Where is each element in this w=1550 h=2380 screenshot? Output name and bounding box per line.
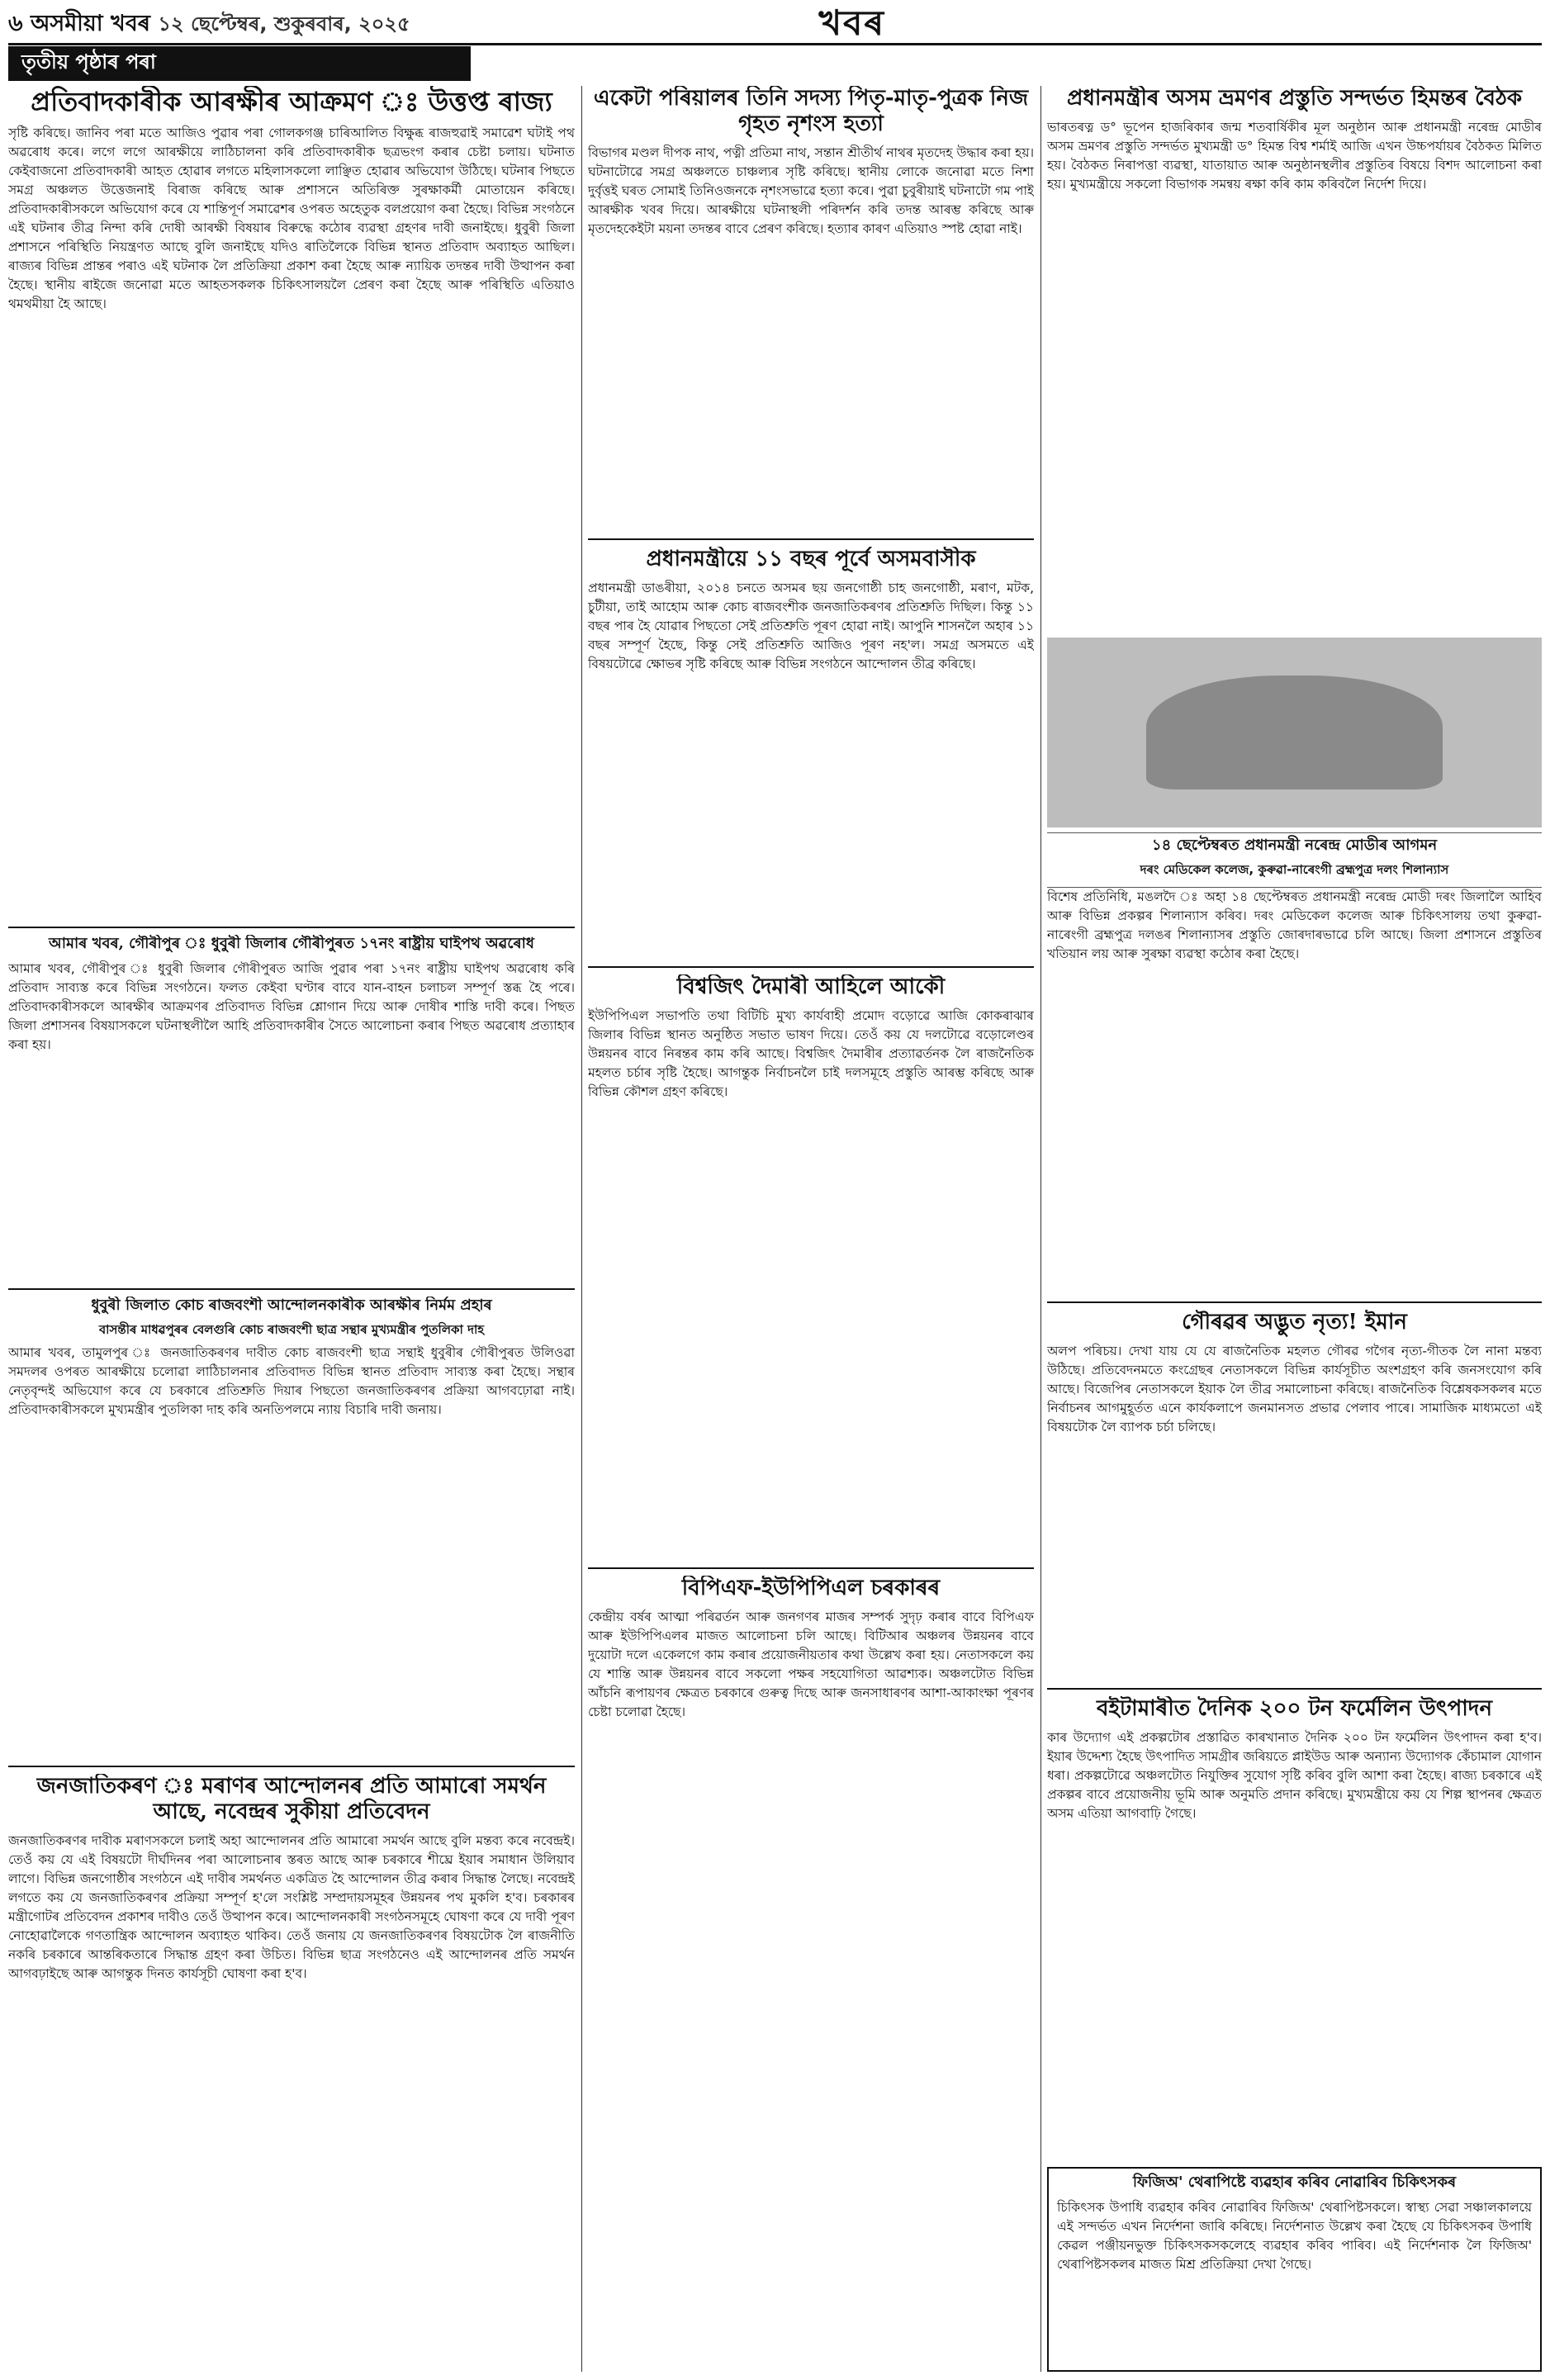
headline: বইটামাৰীত দৈনিক ২০০ টন ফৰ্মেলিন উৎপাদন [1097, 1696, 1492, 1721]
article-body: আমাৰ খবৰ, গৌৰীপুৰ ঃ ধুবুৰী জিলাৰ গৌৰীপুৰত আজি পুৱাৰ পৰা ১৭নং ৰাষ্ট্ৰীয় ঘাইপথ অৱৰোধ কৰি প্ৰতিবাদ সাব্যস্ত কৰে বিভিন্ন সংগঠনে। ফলত কেইবা ঘণ্টাৰ বাবে যান-বাহন চলাচল সম্পূৰ্ণ স্তব্ধ হৈ পৰে। প্ৰতিবাদকাৰীসকলে আৰক্ষীৰ আক্ৰমণৰ প্ৰতিবাদত বিভিন্ন শ্লোগান দিয়ে আৰু দোষীৰ শাস্তি দাবী কৰে। পিছত জিলা প্ৰশাসনৰ বিষয়াসকলে ঘটনাস্থলীলৈ আহি প্ৰতিবাদকাৰীৰ সৈতে আলোচনা কৰাৰ পিছত অৱৰোধ প্ৰত্যাহাৰ কৰা হয়। [8, 960, 575, 1052]
article-daimary [588, 974, 1034, 1561]
subheadline: বাসন্তীৰ মাধৱপুৰৰ বেলগুৰি কোচ ৰাজবংশী ছাত্ৰ সন্থাৰ মুখ্যমন্ত্ৰীৰ পুতলিকা দাহ [98, 1321, 485, 1337]
headline: ফিজিঅ' থেৰাপিষ্টে ব্যৱহাৰ কৰিব নোৱাৰিব চিকিৎসকৰ [1132, 2174, 1457, 2191]
headline: আমাৰ খবৰ, গৌৰীপুৰ ঃ ধুবুৰী জিলাৰ গৌৰীপুৰত ১৭নং ৰাষ্ট্ৰীয় ঘাইপথ অৱৰোধ [49, 935, 534, 952]
headline: ধুবুৰী জিলাত কোচ ৰাজবংশী আন্দোলনকাৰীক আৰক্ষীৰ নিৰ্মম প্ৰহাৰ [91, 1297, 492, 1314]
page-title: খবৰ [818, 2, 886, 43]
divider [8, 1766, 575, 1767]
section-label: তৃতীয় পৃষ্ঠাৰ পৰা [8, 46, 471, 81]
article-police-attack [8, 86, 575, 920]
article-body: ইউপিপিএল সভাপতি তথা বিটিচি মুখ্য কাৰ্যবাহী প্ৰমোদ বড়োৱে আজি কোকৰাঝাৰ জিলাৰ বিভিন্ন স্থানত অনুষ্ঠিত সভাত ভাষণ দিয়ে। তেওঁ কয় যে দলটোৱে বড়োলেণ্ডৰ উন্নয়নৰ বাবে নিৰন্তৰ কাম কৰি আছে। বিশ্বজিৎ দৈমাৰীৰ প্ৰত্যাৱৰ্তনক লৈ ৰাজনৈতিক মহলত চৰ্চাৰ সৃষ্টি হৈছে। আগন্তুক নিৰ্বাচনলৈ চাই দলসমূহে প্ৰস্তুতি আৰম্ভ কৰিছে আৰু বিভিন্ন কৌশল গ্ৰহণ কৰিছে। [588, 1008, 1034, 1100]
divider [8, 927, 575, 928]
article-bpf-uppl [588, 1576, 1034, 2372]
issue-date: ১২ ছেপ্টেম্বৰ, শুকুৰবাৰ, ২০২৫ [158, 12, 410, 36]
headline: বিশ্বজিৎ দৈমাৰী আহিলে আকৌ [676, 974, 946, 999]
column-1 [8, 86, 575, 2372]
article-gaurav-dance [1047, 1310, 1542, 1681]
article-body: কেন্দ্ৰীয় বৰ্ষৰ আত্মা পৰিৱৰ্তন আৰু জনগণৰ মাজৰ সম্পৰ্ক সুদৃঢ় কৰাৰ বাবে বিপিএফ আৰু ইউপিপিএলৰ মাজত আলোচনা চলি আছে। বিটিআৰ অঞ্চলৰ উন্নয়নৰ বাবে দুয়োটা দলে একেলগে কাম কৰাৰ প্ৰয়োজনীয়তাৰ কথা উল্লেখ কৰা হয়। নেতাসকলে কয় যে শান্তি আৰু উন্নয়নৰ বাবে সকলো পক্ষৰ সহযোগিতা আৱশ্যক। অঞ্চলটোত বিভিন্ন আঁচনি ৰূপায়ণৰ ক্ষেত্ৰত চৰকাৰে গুৰুত্ব দিছে আৰু জনসাধাৰণৰ আশা-আকাংক্ষা পূৰণৰ চেষ্টা চলোৱা হৈছে। [588, 1610, 1034, 1720]
article-body: চিকিৎসক উপাধি ব্যৱহাৰ কৰিব নোৱাৰিব ফিজিঅ' থেৰাপিষ্টসকলে। স্বাস্থ্য সেৱা সঞ্চালকালয়ে এই সন্দৰ্ভত এখন নিৰ্দেশনা জাৰি কৰিছে। নিৰ্দেশনাত উল্লেখ কৰা হৈছে যে চিকিৎসকৰ উপাধি কেৱল পঞ্জীয়নভুক্ত চিকিৎসকসকলেহে ব্যৱহাৰ কৰিব পাৰিব। এই নিৰ্দেশনাক লৈ ফিজিঅ' থেৰাপিষ্টসকলৰ মাজত মিশ্ৰ প্ৰতিক্ৰিয়া দেখা গৈছে। [1057, 2199, 1532, 2272]
article-body: অলপ পৰিচয়। দেখা যায় যে যে ৰাজনৈতিক মহলত গৌৰৱ গগৈৰ নৃত্য-গীতক লৈ নানা মন্তব্য উঠিছে। প্ৰতিবেদনমতে কংগ্ৰেছৰ নেতাসকলে বিভিন্ন কাৰ্যসূচীত অংশগ্ৰহণ কৰি জনসংযোগ কৰি আছে। বিজেপিৰ নেতাসকলে ইয়াক লৈ তীব্ৰ সমালোচনা কৰিছে। ৰাজনৈতিক বিশ্লেষকসকলৰ মতে নিৰ্বাচনৰ আগমুহূৰ্তত এনে কাৰ্যকলাপে জনমানসত প্ৰভাৱ পেলাব পাৰে। সামাজিক মাধ্যমতো এই বিষয়টোক লৈ ব্যাপক চৰ্চা চলিছে। [1047, 1344, 1542, 1435]
news-photo [1047, 638, 1542, 827]
divider [1047, 1301, 1542, 1303]
article-body: কাৰ উদ্যোগ এই প্ৰকল্পটোৰ প্ৰস্তাৱিত কাৰখানাত দৈনিক ২০০ টন ফৰ্মেলিন উৎপাদন কৰা হ'ব। ইয়াৰ উদ্দেশ্য হৈছে উৎপাদিত সামগ্ৰীৰ জৰিয়তে প্লাইউড আৰু অন্যান্য উদ্যোগক কেঁচামাল যোগান ধৰা। প্ৰকল্পটোৱে অঞ্চলটোত নিযুক্তিৰ সুযোগ সৃষ্টি কৰিব বুলি আশা কৰা হৈছে। ৰাজ্য চৰকাৰে এই প্ৰকল্পৰ বাবে প্ৰয়োজনীয় ভূমি আৰু অনুমতি প্ৰদান কৰিছে। মুখ্যমন্ত্ৰীয়ে কয় যে শিল্প স্থাপনৰ ক্ষেত্ৰত অসম এতিয়া আগবাঢ়ি গৈছে। [1047, 1730, 1542, 1822]
article-pm-visit-meeting [1047, 86, 1542, 631]
masthead-left [8, 7, 410, 44]
headline: একেটা পৰিয়ালৰ তিনি সদস্য পিতৃ-মাতৃ-পুত্ৰক নিজ গৃহত নৃশংস হত্যা [593, 86, 1029, 137]
divider [588, 538, 1034, 540]
article-body: আমাৰ খবৰ, তামুলপুৰ ঃ জনজাতিকৰণৰ দাবীত কোচ ৰাজবংশী ছাত্ৰ সন্থাই ধুবুৰীৰ গৌৰীপুৰত উলিওৱা সমদলৰ ওপৰত আৰক্ষীয়ে চলোৱা লাঠিচালনাৰ প্ৰতিবাদত বিভিন্ন স্থানত প্ৰতিবাদ সাব্যস্ত কৰা হৈছে। সন্থাৰ নেতৃবৃন্দই অভিযোগ কৰে যে চৰকাৰে প্ৰতিশ্ৰুতি দিয়াৰ পিছতো জনজাতিকৰণৰ প্ৰক্ৰিয়া আগবঢ়োৱা নাই। প্ৰতিবাদকাৰীসকলে মুখ্যমন্ত্ৰীৰ পুতলিকা দাহ কৰি অনতিপলমে ন্যায় বিচাৰি দাবী জনায়। [8, 1344, 575, 1417]
article-moran-support [8, 1774, 575, 2372]
paper-name: অসমীয়া খবৰ [30, 10, 151, 36]
article-family-murder [588, 86, 1034, 532]
headline: ১৪ ছেপ্টেম্বৰত প্ৰধানমন্ত্ৰী নৰেন্দ্ৰ মোডীৰ আগমন [1151, 837, 1438, 854]
article-koch-rajbongshi [8, 1297, 575, 1759]
page-number: ৬ [8, 10, 23, 36]
photo-figure [1146, 676, 1443, 789]
article-gauripur [8, 935, 575, 1282]
article-body: ভাৰতৰত্ন ড° ভূপেন হাজৰিকাৰ জন্ম শতবাৰ্ষিকীৰ মূল অনুষ্ঠান আৰু প্ৰধানমন্ত্ৰী নৰেন্দ্ৰ মোডীৰ অসম ভ্ৰমণৰ প্ৰস্তুতি সন্দৰ্ভত মুখ্যমন্ত্ৰী ড° হিমন্ত বিশ্ব শৰ্মাই আজি এখন উচ্চপৰ্যায়ৰ বৈঠকত মিলিত হয়। বৈঠকত নিৰাপত্তা ব্যৱস্থা, যাতায়াত আৰু অনুষ্ঠানস্থলীৰ প্ৰস্তুতিৰ বিষয়ে বিশদ আলোচনা কৰা হয়। মুখ্যমন্ত্ৰীয়ে সকলো বিভাগক সমন্বয় ৰক্ষা কৰি কাম কৰিবলৈ নিৰ্দেশ দিয়ে। [1047, 120, 1542, 192]
divider [588, 966, 1034, 968]
column-2 [588, 86, 1034, 2372]
divider [1047, 1688, 1542, 1690]
article-body: জনজাতিকৰণৰ দাবীক মৰাণসকলে চলাই অহা আন্দোলনৰ প্ৰতি আমাৰো সমৰ্থন আছে বুলি মন্তব্য কৰে নবেন্দ্ৰই। তেওঁ কয় যে এই বিষয়টো দীৰ্ঘদিনৰ পৰা আলোচনাৰ স্তৰত আছে আৰু চৰকাৰে শীঘ্ৰে ইয়াৰ সমাধান উলিয়াব লাগে। বিভিন্ন জনগোষ্ঠীৰ সংগঠনে এই দাবীৰ সমৰ্থনত একত্ৰিত হৈ আন্দোলন তীব্ৰ কৰাৰ সিদ্ধান্ত লৈছে। নবেন্দ্ৰই লগতে কয় যে জনজাতিকৰণৰ প্ৰক্ৰিয়া সম্পূৰ্ণ হ'লে সংশ্লিষ্ট সম্প্ৰদায়সমূহৰ উন্নয়নৰ পথ মুকলি হ'ব। চৰকাৰৰ মন্ত্ৰীগোটৰ প্ৰতিবেদন প্ৰকাশৰ দাবীও তেওঁ উত্থাপন কৰে। আন্দোলনকাৰী সংগঠনসমূহে ঘোষণা কৰে যে দাবী পূৰণ নোহোৱালৈকে গণতান্ত্ৰিক আন্দোলন অব্যাহত থাকিব। তেওঁ জনায় যে জনজাতিকৰণৰ বিষয়টোক লৈ ৰাজনীতি নকৰি চৰকাৰে আন্তৰিকতাৰে সিদ্ধান্ত গ্ৰহণ কৰা উচিত। বিভিন্ন ছাত্ৰ সংগঠনেও এই আন্দোলনৰ প্ৰতি সমৰ্থন আগবঢ়াইছে আৰু আগন্তুক দিনত কাৰ্যসূচী ঘোষণা কৰা হ'ব। [8, 1833, 575, 1982]
article-pm-darrang [1047, 832, 1542, 1295]
column-3 [1047, 86, 1542, 2372]
article-body: প্ৰধানমন্ত্ৰী ডাঙৰীয়া, ২০১৪ চনতে অসমৰ ছয় জনগোষ্ঠী চাহ জনগোষ্ঠী, মৰাণ, মটক, চুটীয়া, তাই আহোম আৰু কোচ ৰাজবংশীক জনজাতিকৰণৰ প্ৰতিশ্ৰুতি দিছিল। কিন্তু ১১ বছৰ পাৰ হৈ যোৱাৰ পিছতো সেই প্ৰতিশ্ৰুতি পূৰণ হোৱা নাই। আপুনি শাসনলৈ অহাৰ ১১ বছৰ সম্পূৰ্ণ হৈছে, কিন্তু সেই প্ৰতিশ্ৰুতি আজিও পূৰণ নহ'ল। সমগ্ৰ অসমতে এই বিষয়টোৱে ক্ষোভৰ সৃষ্টি কৰিছে আৰু বিভিন্ন সংগঠনে আন্দোলন তীব্ৰ কৰিছে। [588, 581, 1034, 672]
headline: প্ৰধানমন্ত্ৰীয়ে ১১ বছৰ পূৰ্বে অসমবাসীক [646, 547, 976, 571]
divider [588, 1567, 1034, 1569]
article-body: সৃষ্টি কৰিছে। জানিব পৰা মতে আজিও পুৱাৰ পৰা গোলকগঞ্জ চাৰিআলিত বিক্ষুব্ধ ৰাজহুৱাই সমাৱেশ ঘটাই পথ অৱৰোধ কৰে। লগে লগে আৰক্ষীয়ে লাঠিচালনা কৰি প্ৰতিবাদকাৰীক ছত্ৰভংগ কৰাৰ চেষ্টা চলায়। ঘটনাত কেইবাজনো প্ৰতিবাদকাৰী আহত হোৱাৰ লগতে মহিলাসকলো লাঞ্ছিত হোৱাৰ অভিযোগ উঠিছে। ঘটনাৰ পিছতে সমগ্ৰ অঞ্চলত উত্তেজনাই বিৰাজ কৰিছে আৰু প্ৰশাসনে অতিৰিক্ত সুৰক্ষাকৰ্মী মোতায়েন কৰিছে। প্ৰতিবাদকাৰীসকলে অভিযোগ কৰে যে শান্তিপূৰ্ণ সমাৱেশৰ ওপৰত অহেতুক বলপ্ৰয়োগ কৰা হৈছে। বিভিন্ন সংগঠনে এই ঘটনাৰ তীব্ৰ নিন্দা কৰি দোষী আৰক্ষী বিষয়াৰ বিৰুদ্ধে কঠোৰ ব্যৱস্থা গ্ৰহণৰ দাবী জনাইছে। ধুবুৰী জিলা প্ৰশাসনে পৰিস্থিতি নিয়ন্ত্ৰণত আছে বুলি জনাইছে যদিও ৰাতিলৈকে বিভিন্ন স্থানত প্ৰতিবাদ অব্যাহত আছিল। ৰাজ্যৰ বিভিন্ন প্ৰান্তৰ পৰাও এই ঘটনাক লৈ প্ৰতিক্ৰিয়া প্ৰকাশ কৰা হৈছে আৰু ন্যায়িক তদন্তৰ দাবী উত্থাপন কৰা হৈছে। স্থানীয় ৰাইজে জনোৱা মতে আহতসকলক চিকিৎসালয়লৈ প্ৰেৰণ কৰা হৈছে আৰু পৰিস্থিতি এতিয়াও থমথমীয়া হৈ আছে। [8, 126, 575, 312]
column-rule [581, 86, 582, 2372]
divider [8, 1288, 575, 1290]
headline: গৌৰৱৰ অদ্ভুত নৃত্য! ইমান [1182, 1310, 1407, 1335]
article-pm-promise [588, 547, 1034, 960]
column-rule [1040, 86, 1041, 2372]
article-physiotherapist [1047, 2167, 1542, 2372]
article-body: বিশেষ প্ৰতিনিধি, মঙলদৈ ঃ অহা ১৪ ছেপ্টেম্বৰত প্ৰধানমন্ত্ৰী নৰেন্দ্ৰ মোডী দৰং জিলালৈ আহিব আৰু বিভিন্ন প্ৰকল্পৰ শিলান্যাস কৰিব। দৰং মেডিকেল কলেজ আৰু চিকিৎসালয় তথা কুৰুৱা-নাৰেংগী ব্ৰহ্মপুত্ৰ দলঙৰ শিলান্যাসৰ প্ৰস্তুতি জোৰদাৰভাৱে চলি আছে। জিলা প্ৰশাসনে প্ৰস্তুতিৰ খতিয়ান লয় আৰু সুৰক্ষা ব্যৱস্থা কঠোৰ কৰা হৈছে। [1047, 889, 1542, 961]
subheadline: দৰং মেডিকেল কলেজ, কুৰুৱা-নাৰেংগী ব্ৰহ্মপুত্ৰ দলং শিলান্যাস [1140, 861, 1449, 877]
headline: প্ৰতিবাদকাৰীক আৰক্ষীৰ আক্ৰমণ ঃ উত্তপ্ত ৰাজ্য [31, 86, 552, 117]
headline: জনজাতিকৰণ ঃ মৰাণৰ আন্দোলনৰ প্ৰতি আমাৰো সমৰ্থন আছে, নবেন্দ্ৰৰ সুকীয়া প্ৰতিবেদন [36, 1774, 547, 1825]
caption-box [1047, 832, 1542, 888]
headline: প্ৰধানমন্ত্ৰীৰ অসম ভ্ৰমণৰ প্ৰস্তুতি সন্দৰ্ভত হিমন্তৰ বৈঠক [1066, 86, 1523, 111]
masthead [8, 2, 1542, 45]
headline: বিপিএফ-ইউপিপিএল চৰকাৰৰ [681, 1576, 941, 1600]
article-body: বিভাগৰ মণ্ডল দীপক নাথ, পত্নী প্ৰতিমা নাথ, সন্তান শ্ৰীতীৰ্থ নাথৰ মৃতদেহ উদ্ধাৰ কৰা হয়। ঘটনাটোৱে সমগ্ৰ অঞ্চলতে চাঞ্চল্যৰ সৃষ্টি কৰিছে। স্থানীয় লোকে জনোৱা মতে নিশা দুৰ্বৃত্তই ঘৰত সোমাই তিনিওজনকে নৃশংসভাৱে হত্যা কৰে। পুৱা চুবুৰীয়াই ঘটনাটো গম পাই আৰক্ষীক খবৰ দিয়ে। আৰক্ষীয়ে ঘটনাস্থলী পৰিদৰ্শন কৰি তদন্ত আৰম্ভ কৰিছে আৰু মৃতদেহকেইটা ময়না তদন্তৰ বাবে প্ৰেৰণ কৰিছে। হত্যাৰ কাৰণ এতিয়াও স্পষ্ট হোৱা নাই। [588, 145, 1034, 237]
article-formalin [1047, 1696, 1542, 2159]
